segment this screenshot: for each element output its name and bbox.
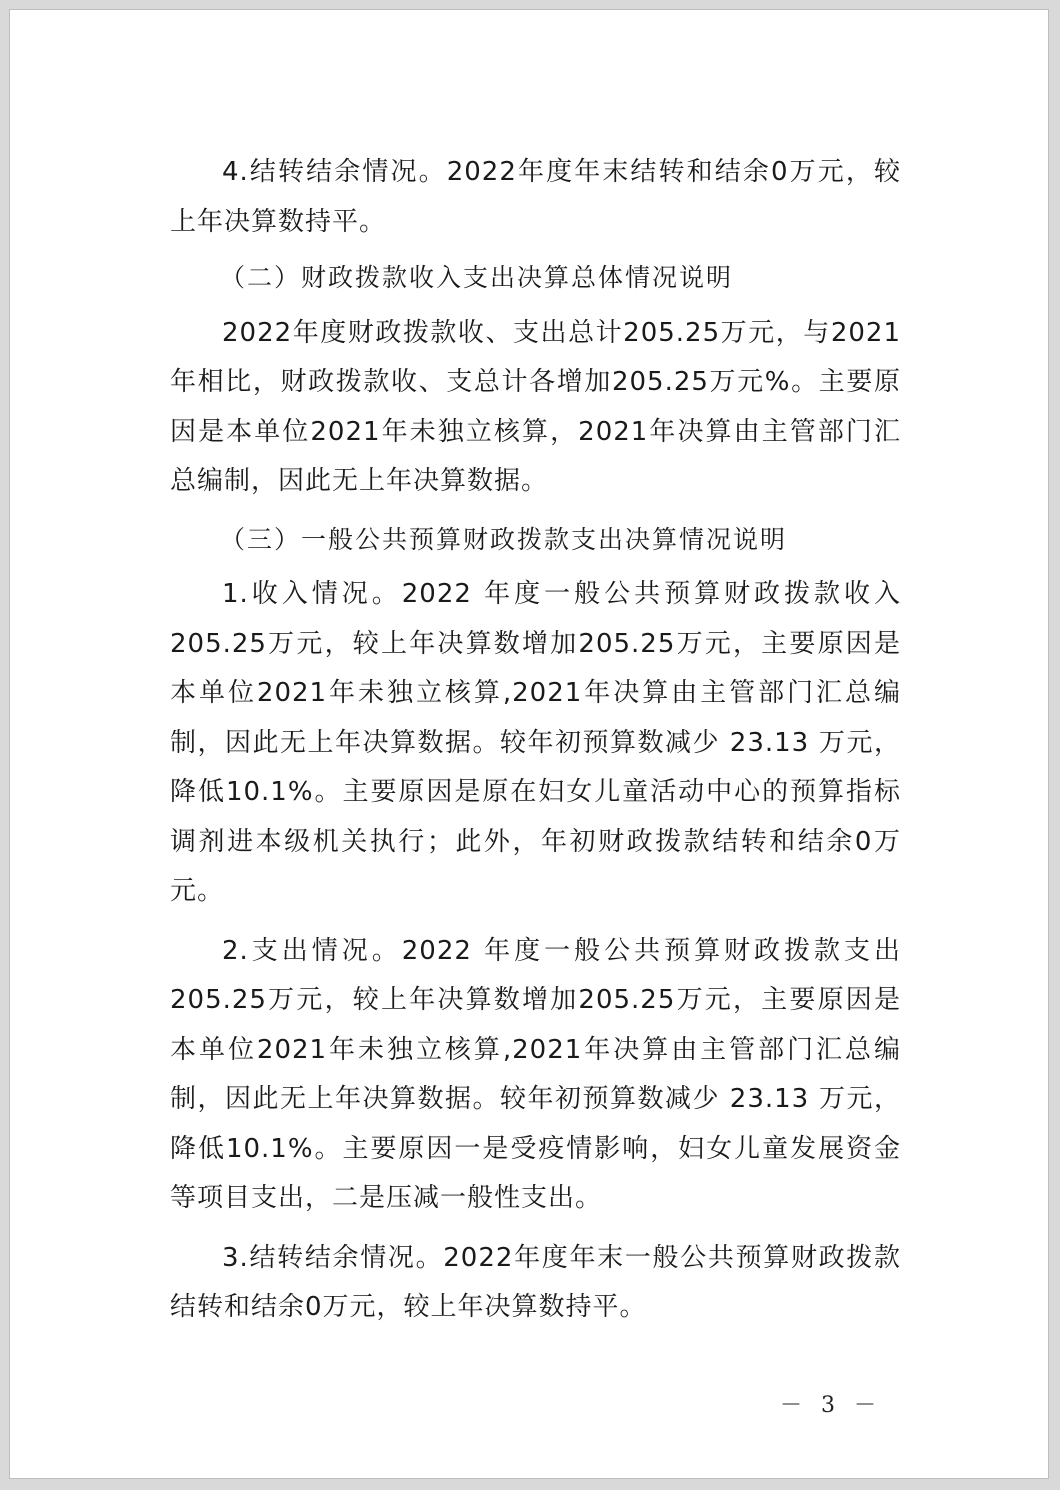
paragraph-income: 1.收入情况。2022 年度一般公共预算财政拨款收入205.25万元，较上年决算数增加205.25万元，主要原因是本单位2021年未独立核算,2021年决算由主管部门汇总编制，因此无上年决算数据。较年初预算数减少 23.13 万元，降低10.1%。主要原因是原在妇女儿童活动中心的预算指标调剂进本级机关执行；此外，年初财政拨款结转和结余0万元。 [170,579,901,906]
section-heading-2: （二）财政拨款收入支出决算总体情况说明 [220,263,734,292]
section-heading-3: （三）一般公共预算财政拨款支出决算情况说明 [220,524,788,554]
page-number: － 3 － [780,1393,882,1418]
document-body [170,148,901,1333]
document-page [9,9,1049,1479]
paragraph-carryover-balance: 4.结转结余情况。2022年度年末结转和结余0万元，较上年决算数持平。 [170,157,901,237]
paragraph-overall-appropriation: 2022年度财政拨款收、支出总计205.25万元，与2021年相比，财政拨款收、支总计各增加205.25万元%。主要原因是本单位2021年未独立核算，2021年决算由主管部门汇总编制，因此无上年决算数据。 [170,317,901,496]
paragraph-expenditure: 2.支出情况。2022 年度一般公共预算财政拨款支出205.25万元，较上年决算数增加205.25万元，主要原因是本单位2021年未独立核算,2021年决算由主管部门汇总编制，因此无上年决算数据。较年初预算数减少 23.13 万元，降低10.1%。主要原因一是受疫情影响，妇女儿童发展资金等项目支出，二是压减一般性支出。 [170,935,901,1213]
paragraph-general-carryover: 3.结转结余情况。2022年度年末一般公共预算财政拨款结转和结余0万元，较上年决算数持平。 [170,1242,901,1322]
